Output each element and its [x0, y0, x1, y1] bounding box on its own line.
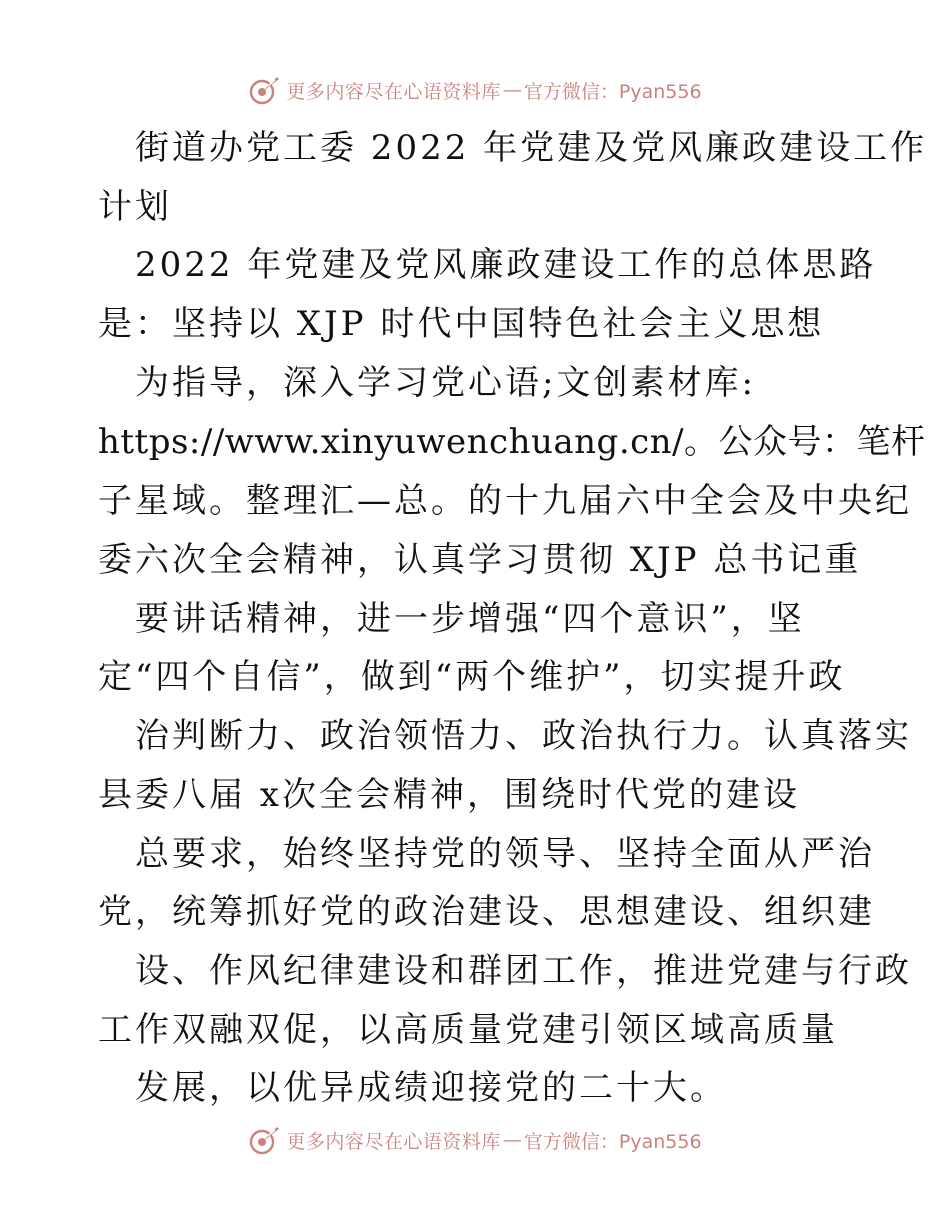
- watermark-main-text: 更多内容尽在心语资料库: [286, 80, 501, 103]
- watermark-wechat-label: 官方微信：Pyan556: [523, 1130, 702, 1153]
- body-line: 党，统筹抓好党的政治建设、思想建设、组织建: [98, 892, 875, 932]
- document-title-line-2: 计划: [98, 187, 172, 227]
- body-line: 定“四个自信”，做到“两个维护”，切实提升政: [98, 657, 846, 697]
- body-line: 县委八届 x次全会精神，围绕时代党的建设: [98, 775, 800, 815]
- header-watermark-banner: [0, 70, 950, 110]
- body-line: 子星域。整理汇—总。的十九届六中全会及中央纪: [98, 481, 912, 521]
- watermark-main-text: 更多内容尽在心语资料库: [286, 1130, 501, 1153]
- document-title-line-1: 街道办党工委 2022 年党建及党风廉政建设工作: [135, 128, 928, 168]
- body-line: 要讲话精神，进一步增强“四个意识”，坚: [135, 599, 805, 639]
- body-line: 设、作风纪律建设和群团工作，推进党建与行政: [135, 951, 912, 991]
- watermark-separator: —: [502, 1129, 522, 1151]
- body-line: 治判断力、政治领悟力、政治执行力。认真落实: [135, 716, 912, 756]
- body-line: 是：坚持以 XJP 时代中国特色社会主义思想: [98, 304, 825, 344]
- body-line-url: https://www.xinyuwenchuang.cn/。公众号：笔杆: [98, 422, 926, 462]
- body-line: 2022 年党建及党风廉政建设工作的总体思路: [135, 245, 877, 285]
- watermark-separator: —: [502, 79, 522, 101]
- footer-watermark-banner: [0, 1120, 950, 1160]
- body-line: 为指导，深入学习党心语;文创素材库:: [135, 363, 756, 403]
- body-line: 总要求，始终坚持党的领导、坚持全面从严治: [135, 834, 875, 874]
- body-line: 委六次全会精神，认真学习贯彻 XJP 总书记重: [98, 540, 862, 580]
- body-line: 发展，以优异成绩迎接党的二十大。: [135, 1068, 727, 1108]
- watermark-wechat-label: 官方微信：Pyan556: [523, 80, 702, 103]
- body-line: 工作双融双促，以高质量党建引领区域高质量: [98, 1010, 838, 1050]
- quill-logo-icon: [248, 74, 280, 106]
- quill-logo-icon: [248, 1124, 280, 1156]
